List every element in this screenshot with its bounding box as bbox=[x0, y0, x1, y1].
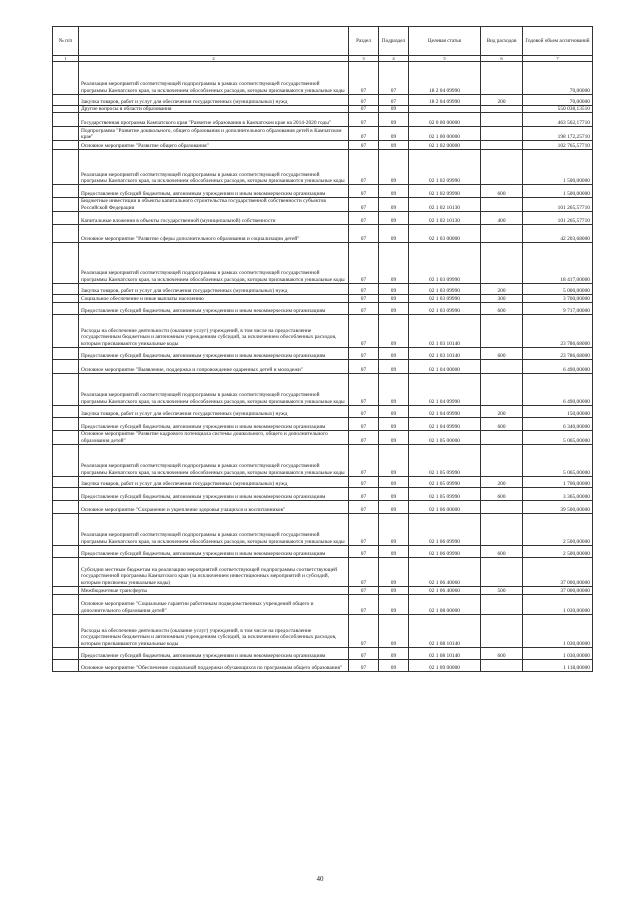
target-article: 02 1 06 09990 bbox=[409, 545, 481, 557]
allocation-amount: 102 765,57710 bbox=[523, 141, 593, 150]
expense-type-code bbox=[481, 513, 523, 545]
row-number bbox=[53, 141, 79, 150]
row-number bbox=[53, 62, 79, 95]
expense-type-code bbox=[481, 373, 523, 405]
header-razdel: Раздел bbox=[349, 27, 379, 56]
expense-type-code bbox=[481, 314, 523, 347]
target-article: 02 1 03 09990 bbox=[409, 283, 481, 294]
allocation-amount: 150,00000 bbox=[523, 405, 593, 417]
expense-type-code: 400 bbox=[481, 211, 523, 224]
expense-type-code bbox=[481, 614, 523, 647]
expense-name: Предоставление субсидий бюджетным, автономным учреждениям и иным некоммерческим организациям bbox=[79, 545, 349, 557]
target-article: 02 1 04 00000 bbox=[409, 359, 481, 373]
row-number bbox=[53, 198, 79, 212]
target-article: 02 1 03 09990 bbox=[409, 302, 481, 314]
allocation-amount: 3 365,00000 bbox=[523, 487, 593, 500]
target-article: 02 1 03 09990 bbox=[409, 242, 481, 283]
allocation-amount: 1 118,00000 bbox=[523, 659, 593, 671]
expense-type-code: 600 bbox=[481, 185, 523, 198]
row-number bbox=[53, 487, 79, 500]
header-amount: Годовой объем ассигнований bbox=[523, 27, 593, 56]
table-row bbox=[53, 302, 593, 314]
expense-name: Бюджетные инвестиции в объекты капитального строительства государственной собственности субъектов Российской Федерации bbox=[79, 198, 349, 212]
allocation-amount: 3 700,00000 bbox=[523, 294, 593, 302]
column-number: 7 bbox=[523, 56, 593, 62]
allocation-amount: 70,00000 bbox=[523, 95, 593, 106]
row-number bbox=[53, 594, 79, 614]
expense-type-code: 600 bbox=[481, 347, 523, 359]
podrazdel-code: 09 bbox=[379, 487, 409, 500]
razdel-code: 07 bbox=[349, 557, 379, 586]
expense-name: Подпрограмма "Развитие дошкольного, общего образования и дополнительного образования детей в Камчатском крае" bbox=[79, 127, 349, 141]
expense-type-code bbox=[481, 106, 523, 113]
table-row bbox=[53, 283, 593, 294]
expense-type-code bbox=[481, 127, 523, 141]
razdel-code: 07 bbox=[349, 185, 379, 198]
row-number bbox=[53, 224, 79, 242]
razdel-code: 07 bbox=[349, 373, 379, 405]
razdel-code: 07 bbox=[349, 405, 379, 417]
target-article: 02 1 05 09990 bbox=[409, 476, 481, 487]
table-row bbox=[53, 347, 593, 359]
table-body bbox=[53, 62, 593, 672]
allocation-amount: 1 700,00000 bbox=[523, 476, 593, 487]
table-row bbox=[53, 557, 593, 586]
target-article: 02 1 08 10140 bbox=[409, 647, 481, 659]
razdel-code: 07 bbox=[349, 545, 379, 557]
row-number bbox=[53, 283, 79, 294]
allocation-amount: 1 030,00000 bbox=[523, 614, 593, 647]
expense-name: Реализация мероприятий соответствующей подпрограммы в рамках соответствующей государственной программы Камчатского края, за исключением обособленных расходов, которым присваиваются уникальные коды bbox=[79, 373, 349, 405]
podrazdel-code: 09 bbox=[379, 430, 409, 444]
target-article: 02 1 08 10140 bbox=[409, 614, 481, 647]
podrazdel-code: 09 bbox=[379, 198, 409, 212]
razdel-code: 07 bbox=[349, 283, 379, 294]
target-article: 02 1 04 09990 bbox=[409, 405, 481, 417]
allocation-amount: 42 203,68000 bbox=[523, 224, 593, 242]
razdel-code: 07 bbox=[349, 476, 379, 487]
razdel-code: 07 bbox=[349, 417, 379, 430]
target-article: 02 1 05 09990 bbox=[409, 444, 481, 476]
row-number bbox=[53, 359, 79, 373]
column-number: 5 bbox=[409, 56, 481, 62]
allocation-amount: 6 340,00000 bbox=[523, 417, 593, 430]
expense-name: Государственная программа Камчатского края "Развитие образования в Камчатском крае на 2014-2020 годы" bbox=[79, 113, 349, 127]
target-article: 02 1 04 09990 bbox=[409, 417, 481, 430]
row-number bbox=[53, 211, 79, 224]
podrazdel-code: 07 bbox=[379, 62, 409, 95]
expense-name: Основное мероприятие "Обеспечение социальной поддержки обучающихся по программам общего образования" bbox=[79, 659, 349, 671]
row-number bbox=[53, 476, 79, 487]
podrazdel-code: 09 bbox=[379, 405, 409, 417]
allocation-amount: 70,00000 bbox=[523, 62, 593, 95]
column-number: 4 bbox=[379, 56, 409, 62]
razdel-code: 07 bbox=[349, 62, 379, 95]
expense-name: Основное мероприятие "Развитие сферы дополнительного образования и социализации детей" bbox=[79, 224, 349, 242]
expense-name: Расходы на обеспечение деятельности (оказание услуг) учреждений, в том числе на предоставление государственным бюджетным и автономным учреждениям субсидий, за исключением обособленных расходов, которым присваиваются уникальные коды bbox=[79, 614, 349, 647]
razdel-code: 07 bbox=[349, 294, 379, 302]
table-row bbox=[53, 659, 593, 671]
allocation-amount: 5 065,00000 bbox=[523, 444, 593, 476]
row-number bbox=[53, 150, 79, 185]
expense-type-code: 200 bbox=[481, 283, 523, 294]
expense-name: Основное мероприятие "Выявление, поддержка и сопровождение одаренных детей и молодежи" bbox=[79, 359, 349, 373]
target-article: 02 0 00 00000 bbox=[409, 113, 481, 127]
expense-name: Реализация мероприятий соответствующей подпрограммы в рамках соответствующей государственной программы Камчатского края, за исключением обособленных расходов, которым присваиваются уникальные коды bbox=[79, 62, 349, 95]
table-row bbox=[53, 647, 593, 659]
podrazdel-code: 09 bbox=[379, 476, 409, 487]
target-article: 02 1 06 00000 bbox=[409, 500, 481, 513]
expense-name: Расходы на обеспечение деятельности (оказание услуг) учреждений, в том числе на предоставление государственным бюджетным и автономным учреждениям субсидий, за исключением обособленных расходов, которым присваиваются уникальные коды bbox=[79, 314, 349, 347]
expense-name: Закупка товаров, работ и услуг для обеспечения государственных (муниципальных) нужд bbox=[79, 405, 349, 417]
table-row bbox=[53, 127, 593, 141]
target-article: 02 1 03 09990 bbox=[409, 294, 481, 302]
podrazdel-code: 09 bbox=[379, 373, 409, 405]
allocation-amount: 101 265,57710 bbox=[523, 198, 593, 212]
target-article: 02 1 00 00000 bbox=[409, 127, 481, 141]
expense-name: Предоставление субсидий бюджетным, автономным учреждениям и иным некоммерческим организациям bbox=[79, 487, 349, 500]
target-article: 02 1 02 10130 bbox=[409, 211, 481, 224]
allocation-amount: 1 030,00000 bbox=[523, 647, 593, 659]
row-number bbox=[53, 95, 79, 106]
table-row bbox=[53, 500, 593, 513]
row-number bbox=[53, 373, 79, 405]
row-number bbox=[53, 106, 79, 113]
allocation-amount: 37 000,00000 bbox=[523, 586, 593, 594]
table-row bbox=[53, 150, 593, 185]
table-row bbox=[53, 614, 593, 647]
target-article: 02 1 02 10130 bbox=[409, 198, 481, 212]
row-number bbox=[53, 444, 79, 476]
target-article: 18 2 04 09990 bbox=[409, 95, 481, 106]
razdel-code: 07 bbox=[349, 513, 379, 545]
podrazdel-code: 09 bbox=[379, 314, 409, 347]
expense-name: Основное мероприятие "Развитие кадрового потенциала системы дошкольного, общего и дополнительного образования детей" bbox=[79, 430, 349, 444]
expense-name: Закупка товаров, работ и услуг для обеспечения государственных (муниципальных) нужд bbox=[79, 476, 349, 487]
allocation-amount: 2 500,00000 bbox=[523, 513, 593, 545]
row-number bbox=[53, 513, 79, 545]
razdel-code: 07 bbox=[349, 224, 379, 242]
expense-type-code: 600 bbox=[481, 417, 523, 430]
table-row bbox=[53, 586, 593, 594]
row-number bbox=[53, 405, 79, 417]
expense-type-code: 600 bbox=[481, 302, 523, 314]
podrazdel-code: 09 bbox=[379, 647, 409, 659]
table-row bbox=[53, 106, 593, 113]
target-article: 02 1 02 09990 bbox=[409, 185, 481, 198]
allocation-amount: 1 500,00000 bbox=[523, 150, 593, 185]
target-article: 02 1 05 09990 bbox=[409, 487, 481, 500]
expense-type-code bbox=[481, 224, 523, 242]
expense-type-code bbox=[481, 594, 523, 614]
table-row bbox=[53, 430, 593, 444]
allocation-amount: 2 500,00000 bbox=[523, 545, 593, 557]
razdel-code: 07 bbox=[349, 614, 379, 647]
expense-name: Закупка товаров, работ и услуг для обеспечения государственных (муниципальных) нужд bbox=[79, 95, 349, 106]
podrazdel-code: 09 bbox=[379, 141, 409, 150]
razdel-code: 07 bbox=[349, 347, 379, 359]
expense-type-code: 300 bbox=[481, 294, 523, 302]
row-number bbox=[53, 113, 79, 127]
razdel-code: 07 bbox=[349, 500, 379, 513]
table-row bbox=[53, 224, 593, 242]
expense-type-code bbox=[481, 242, 523, 283]
table-row bbox=[53, 373, 593, 405]
table-row bbox=[53, 444, 593, 476]
target-article bbox=[409, 106, 481, 113]
target-article: 18 2 04 09990 bbox=[409, 62, 481, 95]
podrazdel-code: 09 bbox=[379, 417, 409, 430]
expense-name: Предоставление субсидий бюджетным, автономным учреждениям и иным некоммерческим организациям bbox=[79, 302, 349, 314]
allocation-amount: 23 786,68000 bbox=[523, 347, 593, 359]
table-row bbox=[53, 242, 593, 283]
podrazdel-code: 09 bbox=[379, 113, 409, 127]
podrazdel-code: 09 bbox=[379, 283, 409, 294]
podrazdel-code: 09 bbox=[379, 185, 409, 198]
expense-type-code bbox=[481, 659, 523, 671]
allocation-amount: 5 000,00000 bbox=[523, 283, 593, 294]
razdel-code: 07 bbox=[349, 487, 379, 500]
allocation-amount: 5 065,00000 bbox=[523, 430, 593, 444]
expense-type-code bbox=[481, 430, 523, 444]
table-header-row bbox=[53, 27, 593, 56]
row-number bbox=[53, 647, 79, 659]
expense-type-code: 600 bbox=[481, 545, 523, 557]
expense-type-code bbox=[481, 141, 523, 150]
row-number bbox=[53, 545, 79, 557]
table-row bbox=[53, 141, 593, 150]
podrazdel-code: 09 bbox=[379, 594, 409, 614]
razdel-code: 07 bbox=[349, 211, 379, 224]
target-article: 02 1 06 40060 bbox=[409, 557, 481, 586]
razdel-code: 07 bbox=[349, 444, 379, 476]
podrazdel-code: 09 bbox=[379, 150, 409, 185]
podrazdel-code: 09 bbox=[379, 302, 409, 314]
allocation-amount: 23 786,68000 bbox=[523, 314, 593, 347]
podrazdel-code: 09 bbox=[379, 500, 409, 513]
header-target: Целевая статья bbox=[409, 27, 481, 56]
podrazdel-code: 09 bbox=[379, 659, 409, 671]
allocation-amount: 37 000,00000 bbox=[523, 557, 593, 586]
expense-type-code bbox=[481, 557, 523, 586]
podrazdel-code: 09 bbox=[379, 242, 409, 283]
allocation-amount: 1 030,00000 bbox=[523, 594, 593, 614]
expense-name: Основное мероприятие "Развитие общего образования" bbox=[79, 141, 349, 150]
razdel-code: 07 bbox=[349, 141, 379, 150]
expense-type-code bbox=[481, 500, 523, 513]
row-number bbox=[53, 127, 79, 141]
allocation-amount: 6 490,00000 bbox=[523, 359, 593, 373]
expense-name: Субсидии местным бюджетам на реализацию мероприятий соответствующей подпрограммы соответствующей государственной программы Камчатского края (за исключением инвестиционных мероприятий и субсидий, которым присвоены уникальные коды) bbox=[79, 557, 349, 586]
table-row bbox=[53, 62, 593, 95]
row-number bbox=[53, 557, 79, 586]
row-number bbox=[53, 586, 79, 594]
expense-name: Социальное обеспечение и иные выплаты населению bbox=[79, 294, 349, 302]
expense-name: Реализация мероприятий соответствующей подпрограммы в рамках соответствующей государственной программы Камчатского края, за исключением обособленных расходов, которым присваиваются уникальные коды bbox=[79, 444, 349, 476]
target-article: 02 1 06 09990 bbox=[409, 513, 481, 545]
razdel-code: 07 bbox=[349, 150, 379, 185]
allocation-amount: 6 490,00000 bbox=[523, 373, 593, 405]
row-number bbox=[53, 614, 79, 647]
razdel-code: 07 bbox=[349, 95, 379, 106]
podrazdel-code: 09 bbox=[379, 545, 409, 557]
table-row bbox=[53, 476, 593, 487]
expense-type-code bbox=[481, 62, 523, 95]
expense-type-code bbox=[481, 113, 523, 127]
podrazdel-code: 09 bbox=[379, 127, 409, 141]
table-row bbox=[53, 417, 593, 430]
target-article: 02 1 04 09990 bbox=[409, 373, 481, 405]
target-article: 02 1 02 09990 bbox=[409, 150, 481, 185]
row-number bbox=[53, 417, 79, 430]
table-row bbox=[53, 513, 593, 545]
table-row bbox=[53, 294, 593, 302]
target-article: 02 1 05 00000 bbox=[409, 430, 481, 444]
allocation-amount: 550 038,13510 bbox=[523, 106, 593, 113]
allocation-amount: 1 500,00000 bbox=[523, 185, 593, 198]
column-number: 1 bbox=[53, 56, 79, 62]
allocation-amount: 18 417,00000 bbox=[523, 242, 593, 283]
expense-name: Реализация мероприятий соответствующей подпрограммы в рамках соответствующей государственной программы Камчатского края, за исключением обособленных расходов, которым присваиваются уникальные коды bbox=[79, 513, 349, 545]
row-number bbox=[53, 185, 79, 198]
podrazdel-code: 09 bbox=[379, 586, 409, 594]
allocation-amount: 463 562,17710 bbox=[523, 113, 593, 127]
column-number: 2 bbox=[79, 56, 349, 62]
target-article: 02 1 09 00000 bbox=[409, 659, 481, 671]
expense-type-code bbox=[481, 198, 523, 212]
expense-name: Предоставление субсидий бюджетным, автономным учреждениям и иным некоммерческим организациям bbox=[79, 647, 349, 659]
table-row bbox=[53, 198, 593, 212]
header-vid: Вид расходов bbox=[481, 27, 523, 56]
expense-type-code: 200 bbox=[481, 405, 523, 417]
header-no: № п/п bbox=[53, 27, 79, 56]
expense-type-code: 500 bbox=[481, 586, 523, 594]
podrazdel-code: 09 bbox=[379, 513, 409, 545]
target-article: 02 1 03 00000 bbox=[409, 224, 481, 242]
expense-name: Реализация мероприятий соответствующей подпрограммы в рамках соответствующей государственной программы Камчатского края, за исключением обособленных расходов, которым присваиваются уникальные коды bbox=[79, 242, 349, 283]
table-row bbox=[53, 359, 593, 373]
expense-type-code bbox=[481, 150, 523, 185]
expense-type-code bbox=[481, 359, 523, 373]
target-article: 02 1 02 00000 bbox=[409, 141, 481, 150]
expense-type-code: 200 bbox=[481, 95, 523, 106]
expense-name: Предоставление субсидий бюджетным, автономным учреждениям и иным некоммерческим организациям bbox=[79, 347, 349, 359]
table-row bbox=[53, 594, 593, 614]
row-number bbox=[53, 659, 79, 671]
expense-name: Предоставление субсидий бюджетным, автономным учреждениям и иным некоммерческим организациям bbox=[79, 185, 349, 198]
razdel-code: 07 bbox=[349, 359, 379, 373]
row-number bbox=[53, 242, 79, 283]
razdel-code: 07 bbox=[349, 594, 379, 614]
razdel-code: 07 bbox=[349, 113, 379, 127]
table-row bbox=[53, 185, 593, 198]
table-row bbox=[53, 487, 593, 500]
budget-table bbox=[52, 26, 593, 672]
row-number bbox=[53, 294, 79, 302]
podrazdel-code: 09 bbox=[379, 557, 409, 586]
expense-name: Другие вопросы в области образования bbox=[79, 106, 349, 113]
podrazdel-code: 09 bbox=[379, 294, 409, 302]
expense-type-code: 600 bbox=[481, 487, 523, 500]
podrazdel-code: 09 bbox=[379, 347, 409, 359]
page-number: 40 bbox=[316, 875, 324, 883]
table-row bbox=[53, 95, 593, 106]
podrazdel-code: 09 bbox=[379, 224, 409, 242]
allocation-amount: 101 265,57710 bbox=[523, 211, 593, 224]
razdel-code: 07 bbox=[349, 198, 379, 212]
row-number bbox=[53, 430, 79, 444]
razdel-code: 07 bbox=[349, 430, 379, 444]
allocation-amount: 198 172,25710 bbox=[523, 127, 593, 141]
table-row bbox=[53, 314, 593, 347]
podrazdel-code: 09 bbox=[379, 614, 409, 647]
expense-name: Закупка товаров, работ и услуг для обеспечения государственных (муниципальных) нужд bbox=[79, 283, 349, 294]
razdel-code: 07 bbox=[349, 647, 379, 659]
razdel-code: 07 bbox=[349, 106, 379, 113]
row-number bbox=[53, 314, 79, 347]
table-row bbox=[53, 211, 593, 224]
allocation-amount: 9 717,00000 bbox=[523, 302, 593, 314]
table-row bbox=[53, 405, 593, 417]
razdel-code: 07 bbox=[349, 586, 379, 594]
expense-name: Основное мероприятие "Сохранение и укрепление здоровья учащихся и воспитанников" bbox=[79, 500, 349, 513]
allocation-amount: 39 500,00000 bbox=[523, 500, 593, 513]
podrazdel-code: 09 bbox=[379, 211, 409, 224]
expense-name: Реализация мероприятий соответствующей подпрограммы в рамках соответствующей государственной программы Камчатского края, за исключением обособленных расходов, которым присваиваются уникальные коды bbox=[79, 150, 349, 185]
target-article: 02 1 06 40060 bbox=[409, 586, 481, 594]
row-number bbox=[53, 347, 79, 359]
expense-type-code bbox=[481, 444, 523, 476]
column-number: 6 bbox=[481, 56, 523, 62]
podrazdel-code: 09 bbox=[379, 106, 409, 113]
expense-name: Предоставление субсидий бюджетным, автономным учреждениям и иным некоммерческим организациям bbox=[79, 417, 349, 430]
razdel-code: 07 bbox=[349, 127, 379, 141]
razdel-code: 07 bbox=[349, 302, 379, 314]
podrazdel-code: 09 bbox=[379, 359, 409, 373]
expense-type-code: 600 bbox=[481, 647, 523, 659]
razdel-code: 07 bbox=[349, 242, 379, 283]
table-row bbox=[53, 113, 593, 127]
expense-name: Основное мероприятие "Социальные гарантии работникам подведомственных учреждений общего и дополнительного образования детей" bbox=[79, 594, 349, 614]
row-number bbox=[53, 500, 79, 513]
razdel-code: 07 bbox=[349, 314, 379, 347]
expense-type-code: 200 bbox=[481, 476, 523, 487]
header-name bbox=[79, 27, 349, 56]
table-row bbox=[53, 545, 593, 557]
column-number: 3 bbox=[349, 56, 379, 62]
target-article: 02 1 03 10140 bbox=[409, 314, 481, 347]
podrazdel-code: 07 bbox=[379, 95, 409, 106]
header-podrazdel: Подраздел bbox=[379, 27, 409, 56]
podrazdel-code: 09 bbox=[379, 444, 409, 476]
razdel-code: 07 bbox=[349, 659, 379, 671]
row-number bbox=[53, 302, 79, 314]
target-article: 02 1 08 00000 bbox=[409, 594, 481, 614]
expense-name: Капитальные вложения в объекты государственной (муниципальной) собственности bbox=[79, 211, 349, 224]
expense-name: Межбюджетные трансферты bbox=[79, 586, 349, 594]
target-article: 02 1 03 10140 bbox=[409, 347, 481, 359]
